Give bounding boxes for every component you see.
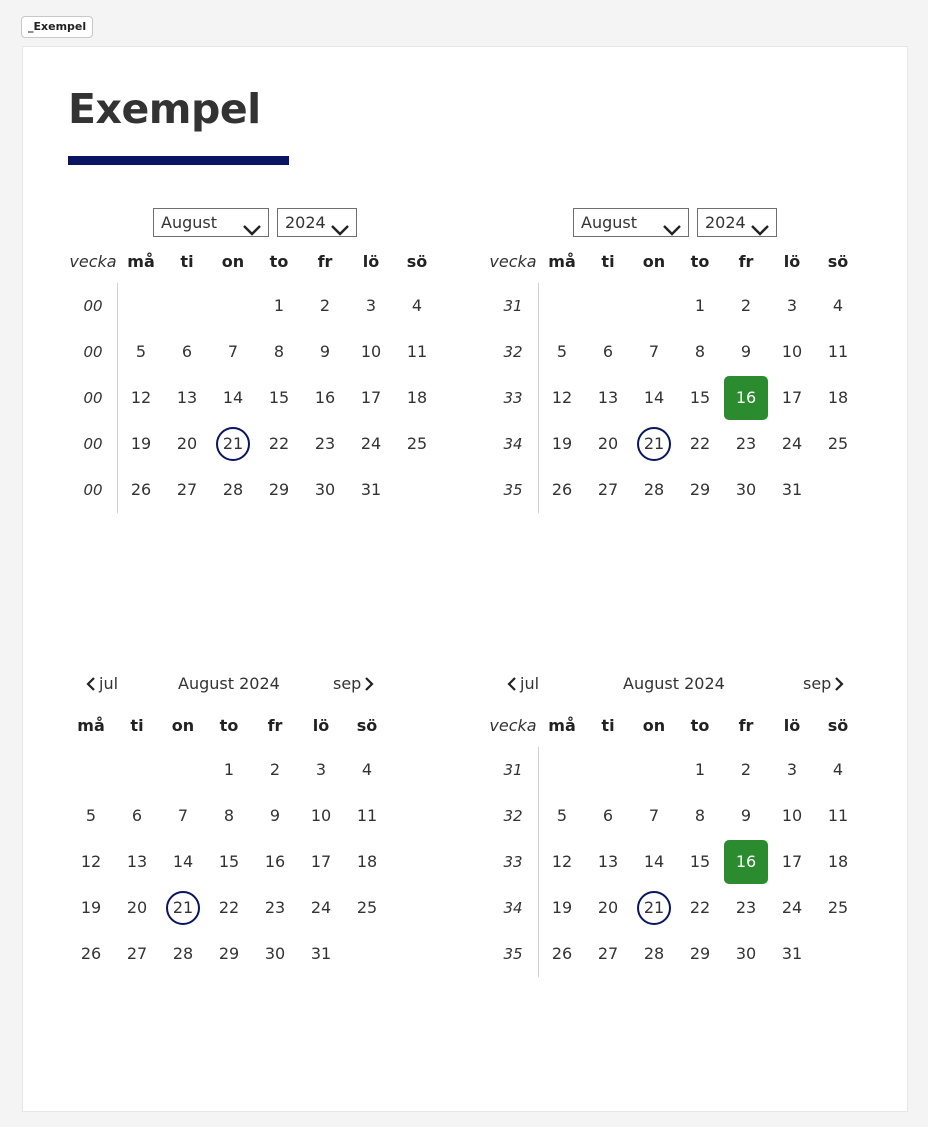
calendar-day[interactable]: 4 [832,296,844,315]
weekday-header-2: ti [130,716,144,735]
calendar-day[interactable]: 1 [694,760,706,779]
calendar-day[interactable]: 10 [781,806,803,825]
week-number: 35 [503,945,523,963]
year-select[interactable] [277,208,357,237]
week-number: 32 [503,343,523,361]
weekday-header-6: lö [783,716,801,735]
calendar-day[interactable]: 3 [365,296,377,315]
calendar-day[interactable]: 8 [694,806,706,825]
calendar-day[interactable]: 14 [222,388,244,407]
week-number: 34 [503,435,523,453]
calendar-day[interactable]: 31 [781,480,803,499]
chevron-down-icon [242,217,262,244]
calendar-day[interactable]: 12 [80,852,102,871]
weekday-header-1: må [127,252,155,271]
calendar-day[interactable]: 11 [356,806,378,825]
chevron-left-icon [86,674,96,693]
calendar-day[interactable]: 19 [551,898,573,917]
calendar-day[interactable]: 31 [360,480,382,499]
calendar-day[interactable]: 14 [172,852,194,871]
month-select[interactable] [573,208,689,237]
month-year-label: August 2024 [178,674,280,693]
calendar-day[interactable]: 19 [80,898,102,917]
week-column-header: vecka [489,716,537,735]
calendar-day[interactable]: 11 [827,342,849,361]
calendar-day[interactable]: 25 [827,434,849,453]
page-title: Exempel [68,85,261,133]
calendar-day[interactable]: 8 [223,806,235,825]
week-number: 33 [503,853,523,871]
year-select[interactable] [697,208,777,237]
weekday-header-4: to [690,252,710,271]
calendar-day[interactable]: 13 [126,852,148,871]
calendar-day[interactable]: 12 [130,388,152,407]
week-number: 33 [503,389,523,407]
calendar-day[interactable]: 26 [551,944,573,963]
calendar-day[interactable]: 30 [314,480,336,499]
calendar-day[interactable]: 20 [597,898,619,917]
calendar-day[interactable]: 6 [181,342,193,361]
week-divider-line [538,283,539,513]
today-day[interactable]: 21 [216,427,250,461]
calendar-day[interactable]: 11 [406,342,428,361]
calendar-day[interactable]: 1 [694,296,706,315]
calendar-day[interactable]: 23 [314,434,336,453]
calendar-day[interactable]: 18 [827,852,849,871]
calendar-day[interactable]: 12 [551,388,573,407]
weekday-header-4: to [269,252,289,271]
month-select[interactable] [153,208,269,237]
calendar-day[interactable]: 1 [223,760,235,779]
calendar-day[interactable]: 13 [176,388,198,407]
month-select-value: August [581,213,637,232]
calendar-day[interactable]: 29 [218,944,240,963]
chevron-right-icon [364,674,374,693]
calendar-day[interactable]: 16 [264,852,286,871]
weekday-header-3: on [171,716,195,735]
calendar-day[interactable]: 14 [643,852,665,871]
weekday-header-2: ti [180,252,194,271]
calendar-day[interactable]: 15 [689,388,711,407]
month-year-label: August 2024 [623,674,725,693]
calendar-day[interactable]: 19 [551,434,573,453]
title-underline-bar [68,156,289,165]
calendar-day[interactable]: 2 [319,296,331,315]
calendar-day[interactable]: 4 [411,296,423,315]
week-column-header: vecka [489,252,537,271]
week-column-header: vecka [69,252,117,271]
weekday-header-2: ti [601,252,615,271]
calendar-day[interactable]: 23 [735,898,757,917]
chevron-left-icon [507,674,517,693]
calendar-day[interactable]: 13 [597,388,619,407]
calendar-day[interactable]: 27 [126,944,148,963]
week-number: 00 [83,481,103,499]
calendar-day[interactable]: 10 [360,342,382,361]
calendar-day[interactable]: 7 [227,342,239,361]
calendar-day[interactable]: 7 [648,806,660,825]
calendar-day[interactable]: 3 [786,760,798,779]
calendar-day[interactable]: 22 [689,434,711,453]
weekday-header-7: sö [827,252,849,271]
calendar-day[interactable]: 15 [268,388,290,407]
weekday-header-1: må [77,716,105,735]
calendar-day[interactable]: 2 [740,296,752,315]
week-divider-line [538,747,539,977]
calendar-day[interactable]: 19 [130,434,152,453]
calendar-day[interactable]: 11 [827,806,849,825]
calendar-day[interactable]: 25 [827,898,849,917]
weekday-header-1: må [548,716,576,735]
weekday-header-6: lö [312,716,330,735]
calendar-day[interactable]: 17 [781,388,803,407]
selected-day[interactable]: 16 [724,840,768,884]
calendar-day[interactable]: 23 [735,434,757,453]
calendar-day[interactable]: 18 [356,852,378,871]
calendar-day[interactable]: 9 [319,342,331,361]
calendar-day[interactable]: 5 [556,806,568,825]
calendar-day[interactable]: 22 [689,898,711,917]
next-month-button[interactable] [803,674,844,694]
weekday-header-7: sö [827,716,849,735]
calendar-day[interactable]: 18 [827,388,849,407]
calendar-day[interactable]: 25 [356,898,378,917]
week-number: 00 [83,297,103,315]
calendar-day[interactable]: 6 [602,342,614,361]
weekday-header-5: fr [267,716,283,735]
calendar-day[interactable]: 24 [781,898,803,917]
calendar-day[interactable]: 28 [222,480,244,499]
calendar-day[interactable]: 26 [551,480,573,499]
today-day[interactable]: 21 [637,427,671,461]
calendar-day[interactable]: 17 [360,388,382,407]
calendar-day[interactable]: 3 [315,760,327,779]
calendar-day[interactable]: 4 [832,760,844,779]
calendar-day[interactable]: 8 [273,342,285,361]
weekday-header-4: to [690,716,710,735]
weekday-header-3: on [221,252,245,271]
calendar-day[interactable]: 10 [781,342,803,361]
calendar-day[interactable]: 8 [694,342,706,361]
calendar-day[interactable]: 13 [597,852,619,871]
weekday-header-2: ti [601,716,615,735]
weekday-header-7: sö [356,716,378,735]
weekday-header-3: on [642,716,666,735]
weekday-header-6: lö [362,252,380,271]
calendar-day[interactable]: 12 [551,852,573,871]
chevron-down-icon [330,217,350,244]
calendar-day[interactable]: 30 [264,944,286,963]
selected-day[interactable]: 16 [724,376,768,420]
calendar-day[interactable]: 31 [781,944,803,963]
weekday-header-3: on [642,252,666,271]
weekday-header-5: fr [738,252,754,271]
calendar-day[interactable]: 24 [310,898,332,917]
calendar-day[interactable]: 16 [314,388,336,407]
chevron-right-icon [834,674,844,693]
calendar-day[interactable]: 17 [781,852,803,871]
calendar-day[interactable]: 22 [218,898,240,917]
weekday-header-5: fr [738,716,754,735]
calendar-day[interactable]: 15 [218,852,240,871]
today-day[interactable]: 21 [637,891,671,925]
calendar-day[interactable]: 2 [269,760,281,779]
calendar-day[interactable]: 26 [80,944,102,963]
calendar-day[interactable]: 24 [360,434,382,453]
calendar-day[interactable]: 31 [310,944,332,963]
weekday-header-4: to [219,716,239,735]
weekday-header-1: må [548,252,576,271]
calendar-day[interactable]: 4 [361,760,373,779]
next-month-label: sep [803,674,832,693]
calendar-day[interactable]: 24 [781,434,803,453]
calendar-day[interactable]: 20 [176,434,198,453]
calendar-day[interactable]: 9 [740,342,752,361]
example-tab-badge[interactable]: _Exempel [21,16,93,38]
calendar-day[interactable]: 30 [735,480,757,499]
week-number: 31 [503,297,523,315]
calendar-day[interactable]: 6 [131,806,143,825]
week-number: 00 [83,389,103,407]
week-number: 00 [83,343,103,361]
calendar-day[interactable]: 29 [689,944,711,963]
calendar-day[interactable]: 5 [85,806,97,825]
calendar-day[interactable]: 28 [643,944,665,963]
calendar-day[interactable]: 27 [176,480,198,499]
calendar-day[interactable]: 18 [406,388,428,407]
calendar-day[interactable]: 27 [597,480,619,499]
calendar-day[interactable]: 27 [597,944,619,963]
week-number: 34 [503,899,523,917]
calendar-day[interactable]: 15 [689,852,711,871]
previous-month-label: jul [520,674,540,693]
weekday-header-7: sö [406,252,428,271]
calendar-day[interactable]: 3 [786,296,798,315]
year-select-value: 2024 [285,213,326,232]
today-day[interactable]: 21 [166,891,200,925]
previous-month-label: jul [99,674,119,693]
next-month-button[interactable] [333,674,374,694]
calendar-day[interactable]: 5 [556,342,568,361]
calendar-day[interactable]: 9 [269,806,281,825]
calendar-day[interactable]: 5 [135,342,147,361]
week-number: 35 [503,481,523,499]
calendar-day[interactable]: 14 [643,388,665,407]
calendar-day[interactable]: 10 [310,806,332,825]
weekday-header-6: lö [783,252,801,271]
calendar-day[interactable]: 7 [648,342,660,361]
calendar-day[interactable]: 28 [172,944,194,963]
previous-month-button[interactable] [507,674,539,694]
calendar-day[interactable]: 22 [268,434,290,453]
calendar-day[interactable]: 29 [689,480,711,499]
calendar-day[interactable]: 6 [602,806,614,825]
calendar-day[interactable]: 26 [130,480,152,499]
year-select-value: 2024 [705,213,746,232]
next-month-label: sep [333,674,362,693]
calendar-day[interactable]: 7 [177,806,189,825]
week-number: 32 [503,807,523,825]
calendar-day[interactable]: 9 [740,806,752,825]
calendar-day[interactable]: 30 [735,944,757,963]
calendar-day[interactable]: 20 [126,898,148,917]
calendar-day[interactable]: 29 [268,480,290,499]
calendar-day[interactable]: 1 [273,296,285,315]
calendar-day[interactable]: 20 [597,434,619,453]
calendar-day[interactable]: 28 [643,480,665,499]
calendar-day[interactable]: 25 [406,434,428,453]
calendar-day[interactable]: 23 [264,898,286,917]
week-divider-line [117,283,118,513]
calendar-day[interactable]: 17 [310,852,332,871]
chevron-down-icon [662,217,682,244]
previous-month-button[interactable] [86,674,118,694]
chevron-down-icon [750,217,770,244]
week-number: 00 [83,435,103,453]
calendar-day[interactable]: 2 [740,760,752,779]
weekday-header-5: fr [317,252,333,271]
week-number: 31 [503,761,523,779]
month-select-value: August [161,213,217,232]
